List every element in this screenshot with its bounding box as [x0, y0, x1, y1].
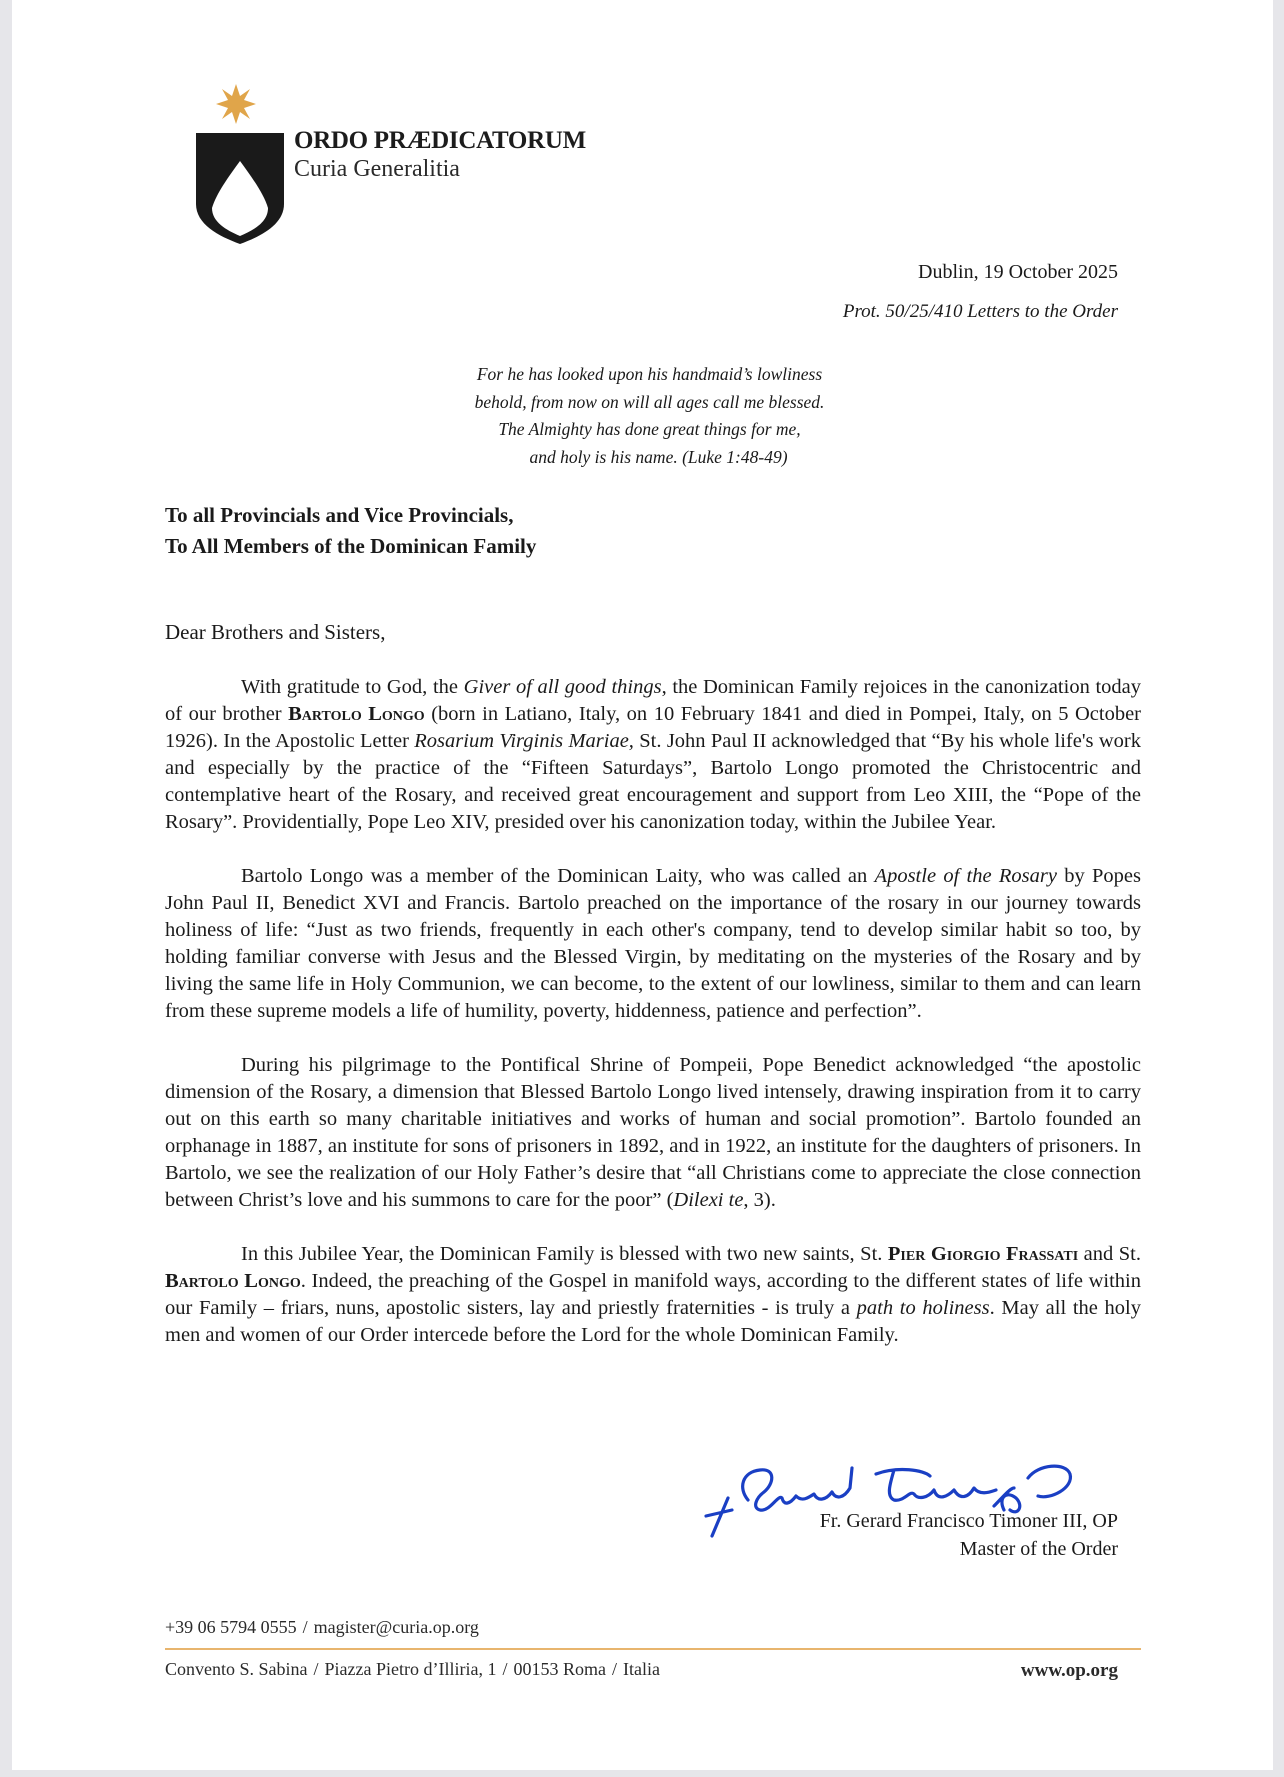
order-coat-of-arms-logo — [196, 84, 286, 244]
addressee-line: To All Members of the Dominican Family — [165, 534, 537, 558]
address-part: Italia — [623, 1659, 660, 1679]
epigraph-line: behold, from now on will all ages call me blessed. — [474, 391, 825, 412]
letter-body — [165, 674, 1141, 1376]
italic-text: Apostle of the Rosary — [874, 865, 1057, 887]
epigraph — [452, 361, 847, 471]
italic-text: Dilexi te — [673, 1189, 744, 1211]
epigraph-line: The Almighty has done great things for me, — [498, 419, 801, 439]
letterhead-title: ORDO PRÆDICATORUM — [294, 127, 586, 154]
text: and St. — [1078, 1243, 1142, 1265]
addressee-line: To all Provincials and Vice Provincials, — [165, 503, 514, 527]
text: , the Dominican Family rejoices in the canonization today of our brother — [165, 676, 1141, 725]
paragraph-2 — [165, 863, 1141, 1025]
footer-divider — [165, 1648, 1141, 1650]
saint-name: Pier Giorgio Frassati — [887, 1243, 1079, 1265]
separator: / — [611, 1659, 617, 1679]
star-icon — [216, 84, 256, 124]
signatory-role: Master of the Order — [959, 1538, 1118, 1560]
address-part: Convento S. Sabina — [165, 1659, 308, 1679]
email-link[interactable]: magister@curia.op.org — [313, 1617, 479, 1637]
epigraph-line: and holy is his name. (Luke 1:48-49) — [529, 446, 788, 467]
text: , 3). — [743, 1189, 776, 1211]
paragraph-1 — [165, 674, 1141, 836]
text: St. John Paul II acknowledged that “By his whole life's work and especially by the practice of the “Fifteen Saturdays”, Bartolo Longo promoted the Christocentric and contemplative heart of the Rosary, and received great encouragement and support from Leo XIII, the “Pope of the Rosary”. Providentially, Pope Leo XIV, presided over his canonization today, within the Jubilee Year. — [165, 730, 1141, 833]
saint-name: Bartolo Longo — [165, 1270, 301, 1292]
footer-address — [165, 1659, 660, 1680]
separator: / — [313, 1659, 319, 1679]
italic-text: path to holiness — [856, 1297, 990, 1319]
paragraph-4 — [165, 1241, 1141, 1349]
place-date: Dublin, 19 October 2025 — [918, 261, 1118, 283]
text: During his pilgrimage to the Pontifical Shrine of Pompeii, Pope Benedict acknowledged “the apostolic dimension of the Rosary, a dimension that Blessed Bartolo Longo lived intensely, drawing inspiration from it to carry out on this earth so many charitable initiatives and works of human and social promotion”. Bartolo founded an orphanage in 1887, an institute for sons of prisoners in 1892, and in 1922, an institute for the daughters of prisoners. In Bartolo, we see the realization of our Holy Father’s desire that “all Christians come to appreciate the close connection between Christ’s love and his summons to care for the poor” ( — [165, 1054, 1141, 1211]
letter-page — [12, 0, 1273, 1770]
epigraph-line: For he has looked upon his handmaid’s lowliness — [476, 364, 823, 384]
salutation: Dear Brothers and Sisters, — [165, 620, 386, 644]
addressees — [165, 500, 536, 562]
paragraph-3 — [165, 1052, 1141, 1214]
text: In this Jubilee Year, the Dominican Family is blessed with two new saints, St. — [241, 1243, 888, 1265]
separator: / — [302, 1617, 308, 1637]
address-part: 00153 Roma — [513, 1659, 606, 1679]
separator: / — [502, 1659, 508, 1679]
text: Bartolo Longo was a member of the Dominican Laity, who was called an — [241, 865, 875, 887]
address-part: Piazza Pietro d’Illiria, 1 — [324, 1659, 497, 1679]
website-link[interactable]: www.op.org — [1020, 1660, 1118, 1681]
footer-contact — [165, 1617, 479, 1638]
text: (born in Latiano, Italy, on 10 February 1841 and died in Pompei, Italy, on 5 October 1926). In the Apostolic Letter — [165, 703, 1142, 752]
shield-icon — [196, 133, 284, 244]
letterhead-subtitle: Curia Generalitia — [294, 156, 460, 182]
text: . May all the holy men and women of our Order intercede before the Lord for the whole Dominican Family. — [165, 1297, 1141, 1346]
italic-text: Giver of all good things — [463, 676, 662, 698]
text: With gratitude to God, the — [241, 676, 464, 698]
signature-block — [698, 1458, 1118, 1568]
italic-text: Rosarium Virginis Mariae, — [414, 730, 634, 752]
signatory-name: Fr. Gerard Francisco Timoner III, OP — [819, 1510, 1118, 1532]
phone-number: +39 06 5794 0555 — [165, 1617, 297, 1637]
protocol-number: Prot. 50/25/410 Letters to the Order — [842, 301, 1118, 322]
text: by Popes John Paul II, Benedict XVI and Francis. Bartolo preached on the importance of the rosary in our journey towards holiness of life: “Just as two friends, frequently in each other's company, tend to develop similar habit so too, by holding familiar converse with Jesus and the Blessed Virgin, by meditating on the mysteries of the Rosary and by living the same life in Holy Communion, we can become, to the extent of our lowliness, similar to them and can learn from these supreme models a life of humility, poverty, hiddenness, patience and perfection”. — [165, 865, 1141, 1022]
saint-name: Bartolo Longo — [288, 703, 425, 725]
text: . Indeed, the preaching of the Gospel in manifold ways, according to the different states of life within our Family – friars, nuns, apostolic sisters, lay and priestly fraternities - is truly a — [165, 1270, 1141, 1319]
